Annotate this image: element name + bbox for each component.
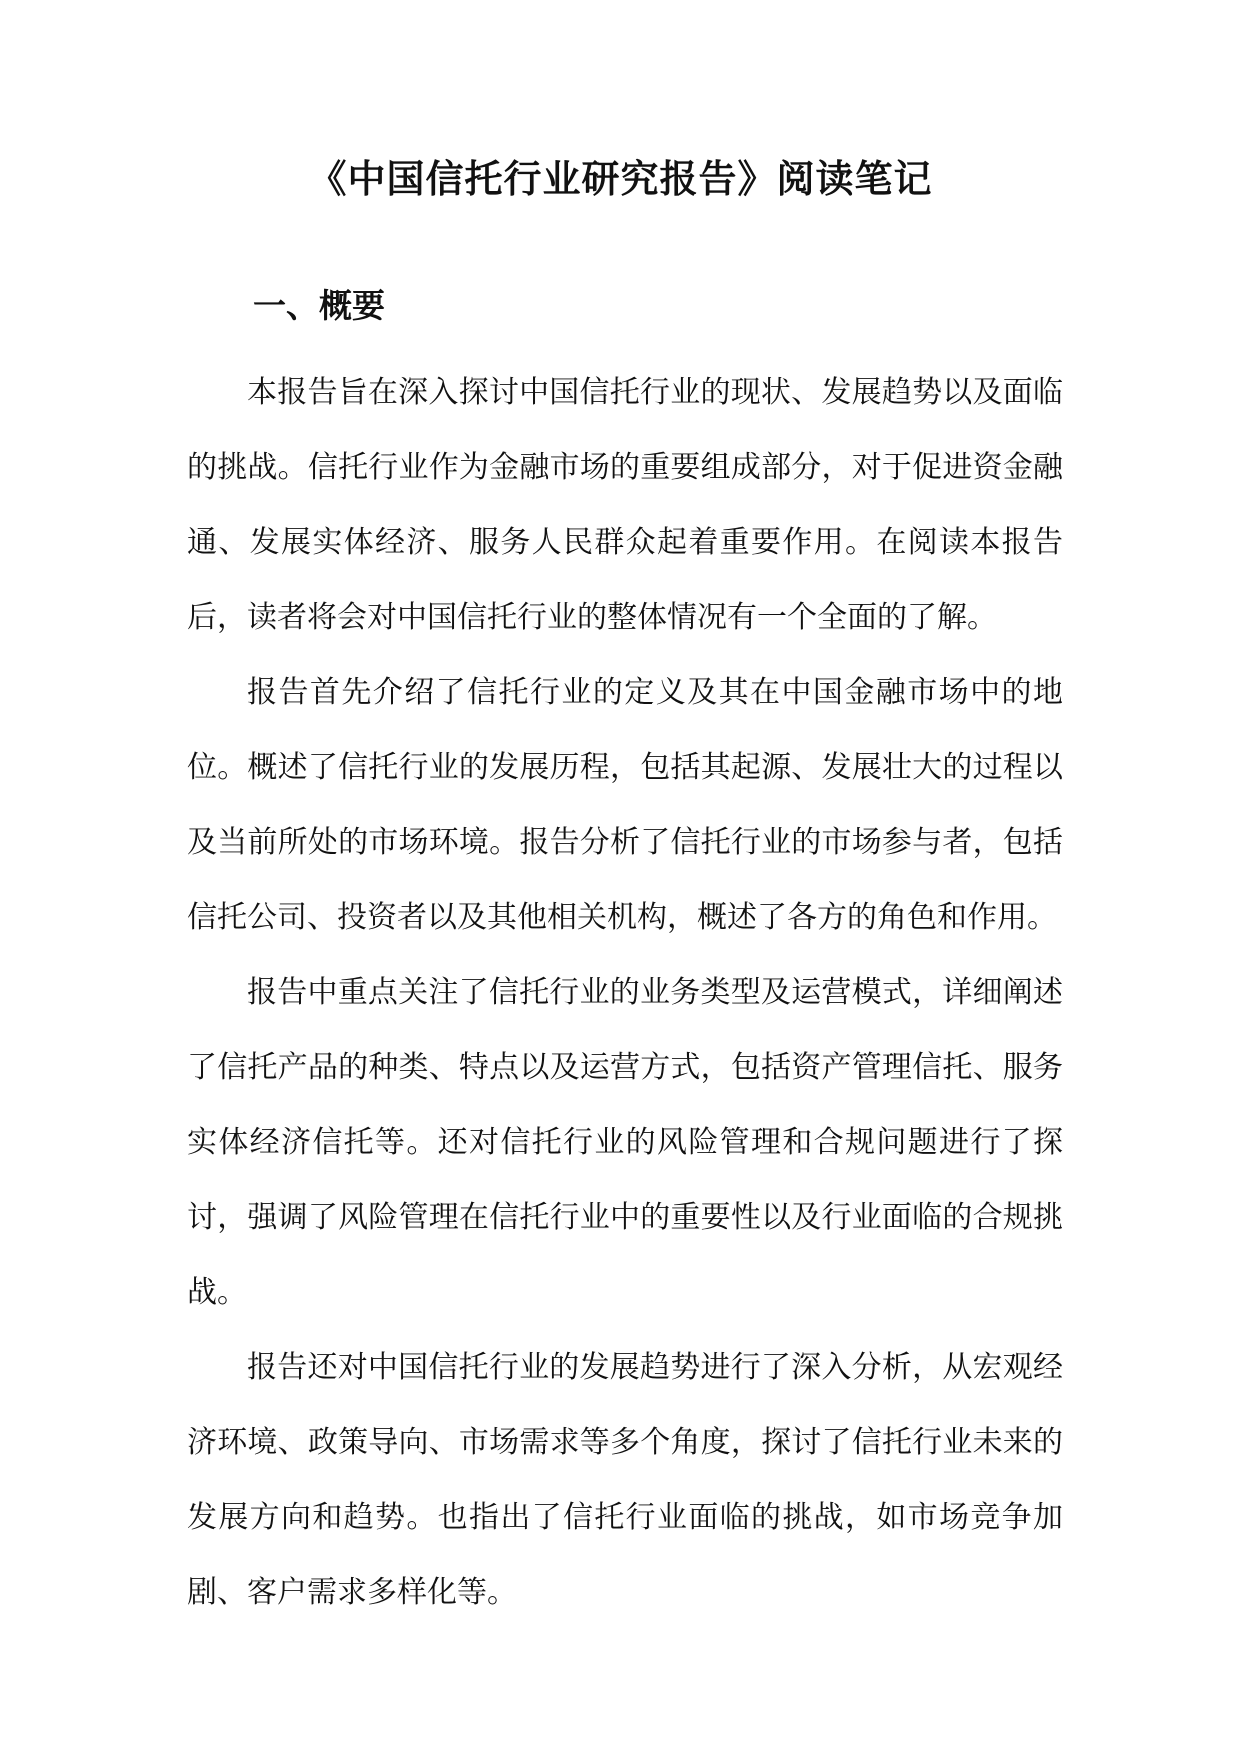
paragraph-4: 报告还对中国信托行业的发展趋势进行了深入分析，从宏观经济环境、政策导向、市场需求等多个角度，探讨了信托行业未来的发展方向和趋势。也指出了信托行业面临的挑战，如市场竞争加剧、客户需求多样化等。 xyxy=(187,1350,1063,1610)
document-body xyxy=(187,355,1063,1630)
paragraph-2: 报告首先介绍了信托行业的定义及其在中国金融市场中的地位。概述了信托行业的发展历程，包括其起源、发展壮大的过程以及当前所处的市场环境。报告分析了信托行业的市场参与者，包括信托公司、投资者以及其他相关机构，概述了各方的角色和作用。 xyxy=(187,675,1063,935)
paragraph-1: 本报告旨在深入探讨中国信托行业的现状、发展趋势以及面临的挑战。信托行业作为金融市场的重要组成部分，对于促进资金融通、发展实体经济、服务人民群众起着重要作用。在阅读本报告后，读者将会对中国信托行业的整体情况有一个全面的了解。 xyxy=(187,375,1063,635)
section-heading: 一、概要 xyxy=(253,286,385,325)
document-title: 《中国信托行业研究报告》阅读笔记 xyxy=(308,156,933,201)
paragraph-3: 报告中重点关注了信托行业的业务类型及运营模式，详细阐述了信托产品的种类、特点以及运营方式，包括资产管理信托、服务实体经济信托等。还对信托行业的风险管理和合规问题进行了探讨，强调了风险管理在信托行业中的重要性以及行业面临的合规挑战。 xyxy=(187,975,1063,1310)
